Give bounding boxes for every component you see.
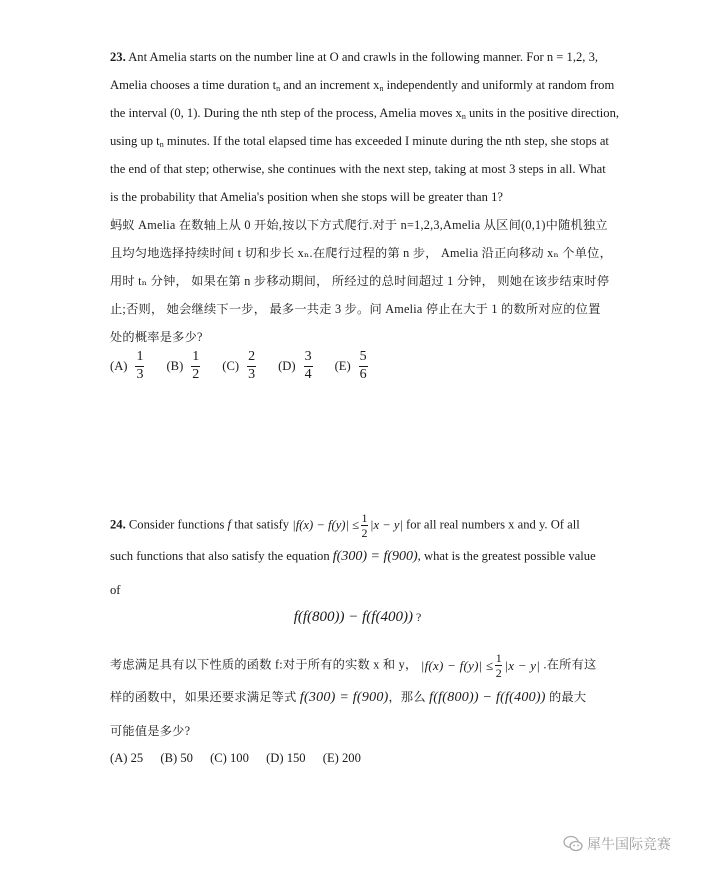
q24-choice-d: (D) 150 (266, 751, 306, 765)
inequality-right: |x − y| (504, 657, 541, 673)
q24-choice-e: (E) 200 (322, 751, 361, 765)
lipschitz-inequality (292, 512, 403, 539)
q24-cn-text: .在所有这 (540, 657, 597, 672)
q24-choice-c: (C) 100 (210, 751, 249, 765)
denominator: 6 (359, 366, 367, 382)
q23-choice-d (278, 350, 312, 382)
q24-text: Consider functions (125, 517, 228, 532)
q24-choices (110, 751, 361, 766)
subscript: n (276, 84, 281, 93)
q23-choices (110, 350, 390, 382)
q24-line-2 (110, 549, 596, 565)
q23-text: minutes. If the total elapsed time has exceeded I minute during the nth step, she stops at (163, 134, 609, 148)
choice-label: (E) (334, 358, 351, 373)
q24-cn-text: 考虑满足具有以下性质的函数 f:对于所有的实数 x 和 y， (110, 657, 418, 672)
denominator: 2 (192, 366, 200, 382)
denominator: 2 (361, 526, 368, 540)
q23-choice-b (166, 350, 200, 382)
q23-text: is the probability that Amelia's position when she stops will be greater than 1? (110, 190, 503, 204)
q24-cn-line-3: 可能值是多少? (110, 724, 191, 738)
watermark-text: 犀牛国际竞赛 (587, 837, 671, 853)
q23-text: and an increment x (280, 78, 380, 92)
fraction (247, 350, 256, 382)
q23-text: the interval (0, 1). During the nth step of the process, Amelia moves x (110, 106, 462, 120)
q24-line-3: of (110, 583, 121, 597)
numerator: 1 (495, 651, 503, 665)
inequality-left: |f(x) − f(y)| ≤ (420, 657, 494, 673)
q23-cn-line-4: 止;否则， 她会继续下一步， 最多一共走 3 步。问 Amelia 停止在大于 1 的数所对应的位置 (110, 302, 601, 316)
half-fraction (361, 512, 368, 539)
watermark (563, 834, 671, 854)
numerator: 3 (304, 349, 312, 364)
equation: f(300) = f(900) (332, 549, 418, 564)
question-mark: ? (412, 610, 422, 624)
q23-text: independently and uniformly at random from (383, 78, 615, 92)
subscript: n (379, 84, 384, 93)
q23-line-4 (110, 134, 609, 149)
q23-cn-line-2: 且均匀地选择持续时间 t 切和步长 xₙ.在爬行过程的第 n 步， Amelia 沿正向移动 xₙ 个单位， (110, 246, 613, 260)
q23-line-6 (110, 190, 503, 205)
denominator: 4 (304, 366, 312, 382)
numerator: 1 (192, 349, 200, 364)
q23-choice-c (222, 350, 256, 382)
target-formula: f(f(800)) − f(f(400)) (429, 690, 546, 705)
q24-cn-text: ，那么 (388, 690, 430, 704)
q23-line-2 (110, 78, 614, 93)
q23-text: using up t (110, 134, 160, 148)
q24-number: 24. (110, 517, 126, 532)
denominator: 2 (495, 666, 503, 680)
q24-choice-a: (A) 25 (110, 751, 144, 765)
q23-line-1 (110, 50, 598, 65)
q23-choice-a (110, 350, 144, 382)
q24-cn-text: 样的函数中，如果还要求满足等式 (110, 690, 300, 704)
denominator: 3 (248, 366, 256, 382)
choice-label: (D) (278, 358, 296, 373)
q23-text: the end of that step; otherwise, she continues with the next step, taking at most 3 steps in all. What (110, 162, 606, 176)
numerator: 1 (361, 511, 368, 525)
wechat-icon (563, 835, 583, 853)
q23-text: Ant Amelia starts on the number line at O and crawls in the following manner. For n = 1,2, 3, (125, 50, 599, 64)
q24-text: for all real numbers x and y. Of all (402, 517, 580, 532)
q24-cn-text: 的最大 (545, 690, 587, 704)
numerator: 5 (359, 349, 367, 364)
fraction (304, 350, 313, 382)
denominator: 3 (136, 366, 144, 382)
q24-cn-line-1 (110, 652, 596, 679)
fraction (135, 350, 144, 382)
q23-line-5 (110, 162, 606, 177)
q24-choice-b: (B) 50 (160, 751, 193, 765)
subscript: n (461, 112, 466, 121)
numerator: 1 (136, 349, 144, 364)
q24-cn-line-2 (110, 688, 586, 706)
q23-text: Amelia chooses a time duration t (110, 78, 277, 92)
q23-cn-line-5: 处的概率是多少? (110, 330, 203, 344)
q24-line-1 (110, 512, 580, 539)
q23-cn-line-1: 蚂蚁 Amelia 在数轴上从 0 开始,按以下方式爬行.对于 n=1,2,3,Amelia 从区间(0,1)中随机独立 (110, 218, 608, 232)
equation: f(300) = f(900) (299, 690, 389, 705)
fraction (359, 350, 368, 382)
q23-number: 23. (110, 50, 126, 64)
choice-label: (B) (166, 358, 184, 373)
lipschitz-inequality (421, 652, 540, 679)
inequality-right: |x − y| (370, 518, 403, 532)
half-fraction (495, 652, 502, 679)
inequality-left: |f(x) − f(y)| ≤ (292, 518, 359, 532)
choice-label: (C) (222, 358, 240, 373)
target-expression (0, 609, 715, 626)
fraction (191, 350, 200, 382)
q24-text: , what is the greatest possible value (417, 549, 596, 563)
q23-text: units in the positive direction, (465, 106, 620, 120)
subscript: n (159, 140, 164, 149)
q24-text: such functions that also satisfy the equation (110, 549, 333, 563)
function-symbol: f (227, 517, 232, 532)
q23-cn-line-3: 用时 tₙ 分钟， 如果在第 n 步移动期间， 所经过的总时间超过 1 分钟， 则她在该步结束时停 (110, 274, 610, 288)
q23-line-3 (110, 106, 619, 121)
q24-text: that satisfy (231, 517, 293, 532)
target-formula: f(f(800)) − f(f(400)) (293, 609, 413, 625)
q23-choice-e (335, 350, 368, 382)
numerator: 2 (248, 349, 256, 364)
choice-label: (A) (110, 358, 128, 373)
